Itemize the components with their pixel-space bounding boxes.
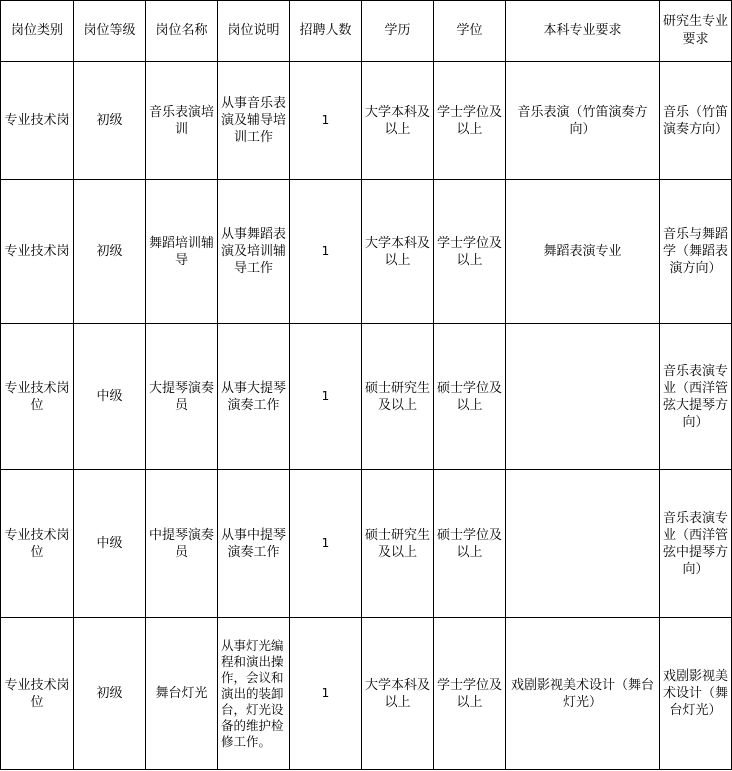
table-row	[1, 324, 732, 470]
cell-category: 专业技术岗位	[1, 324, 74, 470]
cell-degree: 学士学位及以上	[434, 618, 506, 770]
cell-degree: 学士学位及以上	[434, 180, 506, 324]
cell-education: 大学本科及以上	[362, 618, 434, 770]
cell-name: 舞台灯光	[146, 618, 218, 770]
header-row	[1, 1, 732, 62]
cell-graduate: 音乐与舞蹈学（舞蹈表演方向）	[660, 180, 732, 324]
cell-grade: 初级	[74, 62, 146, 180]
cell-education: 硕士研究生及以上	[362, 324, 434, 470]
table-row	[1, 180, 732, 324]
header-undergrad: 本科专业要求	[506, 1, 660, 62]
cell-count: 1	[290, 62, 362, 180]
cell-desc: 从事舞蹈表演及培训辅导工作	[218, 180, 290, 324]
cell-count: 1	[290, 180, 362, 324]
cell-grade: 中级	[74, 470, 146, 618]
cell-desc: 从事灯光编程和演出操作，会议和演出的装卸台，灯光设备的维护检修工作。	[218, 618, 290, 770]
header-education: 学历	[362, 1, 434, 62]
cell-graduate: 戏剧影视美术设计（舞台灯光）	[660, 618, 732, 770]
cell-category: 专业技术岗	[1, 180, 74, 324]
cell-category: 专业技术岗位	[1, 470, 74, 618]
cell-undergrad: 戏剧影视美术设计（舞台灯光）	[506, 618, 660, 770]
cell-desc: 从事大提琴演奏工作	[218, 324, 290, 470]
cell-count: 1	[290, 618, 362, 770]
table-row	[1, 62, 732, 180]
table-row	[1, 618, 732, 770]
cell-graduate: 音乐（竹笛演奏方向）	[660, 62, 732, 180]
cell-degree: 硕士学位及以上	[434, 324, 506, 470]
cell-category: 专业技术岗	[1, 62, 74, 180]
cell-grade: 初级	[74, 618, 146, 770]
cell-degree: 硕士学位及以上	[434, 470, 506, 618]
table-row	[1, 470, 732, 618]
header-degree: 学位	[434, 1, 506, 62]
cell-education: 大学本科及以上	[362, 180, 434, 324]
cell-desc: 从事音乐表演及辅导培训工作	[218, 62, 290, 180]
header-category: 岗位类别	[1, 1, 74, 62]
cell-grade: 中级	[74, 324, 146, 470]
cell-category: 专业技术岗位	[1, 618, 74, 770]
cell-name: 音乐表演培训	[146, 62, 218, 180]
cell-count: 1	[290, 324, 362, 470]
header-desc: 岗位说明	[218, 1, 290, 62]
cell-name: 中提琴演奏员	[146, 470, 218, 618]
cell-graduate: 音乐表演专业（西洋管弦中提琴方向）	[660, 470, 732, 618]
cell-education: 大学本科及以上	[362, 62, 434, 180]
cell-grade: 初级	[74, 180, 146, 324]
header-count: 招聘人数	[290, 1, 362, 62]
cell-graduate: 音乐表演专业（西洋管弦大提琴方向）	[660, 324, 732, 470]
cell-count: 1	[290, 470, 362, 618]
header-grade: 岗位等级	[74, 1, 146, 62]
cell-degree: 学士学位及以上	[434, 62, 506, 180]
cell-undergrad	[506, 324, 660, 470]
cell-undergrad	[506, 470, 660, 618]
cell-undergrad: 音乐表演（竹笛演奏方向）	[506, 62, 660, 180]
header-graduate: 研究生专业要求	[660, 1, 732, 62]
cell-desc: 从事中提琴演奏工作	[218, 470, 290, 618]
cell-name: 大提琴演奏员	[146, 324, 218, 470]
cell-education: 硕士研究生及以上	[362, 470, 434, 618]
header-name: 岗位名称	[146, 1, 218, 62]
cell-undergrad: 舞蹈表演专业	[506, 180, 660, 324]
cell-name: 舞蹈培训辅导	[146, 180, 218, 324]
